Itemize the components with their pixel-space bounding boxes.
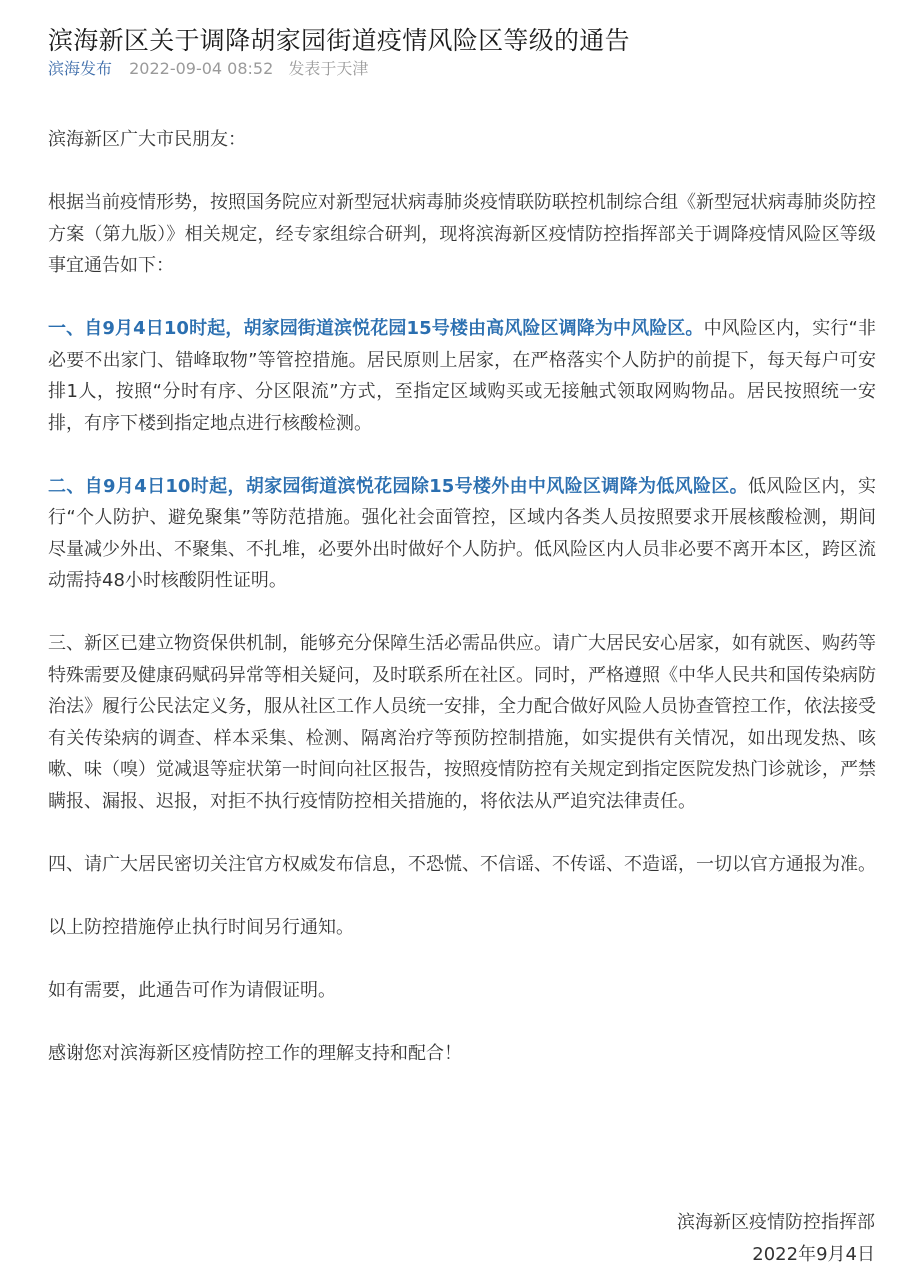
item-3-paragraph: 三、新区已建立物资保供机制，能够充分保障生活必需品供应。请广大居民安心居家，如有就医、购药等特殊需要及健康码赋码异常等相关疑问，及时联系所在社区。同时，严格遵照《中华人民共和国传染病防治法》履行公民法定义务，服从社区工作人员统一安排，全力配合做好风险人员协查管控工作，依法接受有关传染病的调查、样本采集、检测、隔离治疗等预防控制措施，如实提供有关情况，如出现发热、咳嗽、味（嗅）觉减退等症状第一时间向社区报告，按照疫情防控有关规定到指定医院发热门诊就诊，严禁瞒报、漏报、迟报，对拒不执行疫情防控相关措施的，将依法从严追究法律责任。 bbox=[48, 633, 876, 812]
item-1-highlight: 一、自9月4日10时起，胡家园街道滨悦花园15号楼由高风险区调降为中风险区。 bbox=[48, 318, 704, 339]
item-1-body: 中风险区内，实行“非必要不出家门、错峰取物”等管控措施。居民原则上居家，在严格落实个人防护的前提下，每天每户可安排1人，按照“分时有序、分区限流”方式，至指定区域购买或无接触式领取网购物品。居民按照统一安排，有序下楼到指定地点进行核酸检测。 bbox=[48, 318, 876, 434]
publish-time: 2022-09-04 08:52 bbox=[129, 59, 274, 78]
signature-org: 滨海新区疫情防控指挥部 bbox=[677, 1212, 875, 1233]
item-2-highlight: 二、自9月4日10时起，胡家园街道滨悦花园除15号楼外由中风险区调降为低风险区。 bbox=[48, 475, 748, 497]
article-title: 滨海新区关于调降胡家园街道疫情风险区等级的通告 bbox=[48, 25, 630, 55]
signature-date: 2022年9月4日 bbox=[752, 1244, 875, 1265]
article-body bbox=[48, 124, 876, 1101]
note-paragraph-2: 如有需要，此通告可作为请假证明。 bbox=[48, 979, 336, 1001]
item-2-paragraph bbox=[48, 471, 876, 597]
publish-location: 发表于天津 bbox=[288, 59, 369, 78]
item-2-body: 低风险区内，实行“个人防护、避免聚集”等防范措施。强化社会面管控，区域内各类人员按照要求开展核酸检测，期间尽量减少外出、不聚集、不扎堆，必要外出时做好个人防护。低风险区内人员非必要不离开本区，跨区流动需持48小时核酸阴性证明。 bbox=[48, 475, 876, 591]
article-meta bbox=[48, 57, 368, 81]
author-link[interactable]: 滨海发布 bbox=[48, 59, 113, 78]
thanks-paragraph: 感谢您对滨海新区疫情防控工作的理解支持和配合！ bbox=[48, 1042, 462, 1064]
note-paragraph-1: 以上防控措施停止执行时间另行通知。 bbox=[48, 916, 354, 938]
item-1-paragraph bbox=[48, 313, 876, 439]
item-4-paragraph: 四、请广大居民密切关注官方权威发布信息，不恐慌、不信谣、不传谣、不造谣，一切以官方通报为准。 bbox=[48, 853, 876, 875]
intro-paragraph: 根据当前疫情形势，按照国务院应对新型冠状病毒肺炎疫情联防联控机制综合组《新型冠状病毒肺炎防控方案（第九版）》相关规定，经专家组综合研判，现将滨海新区疫情防控指挥部关于调降疫情风险区等级事宜通告如下： bbox=[48, 192, 876, 276]
salutation: 滨海新区广大市民朋友： bbox=[48, 129, 246, 150]
signature-block bbox=[677, 1207, 875, 1271]
